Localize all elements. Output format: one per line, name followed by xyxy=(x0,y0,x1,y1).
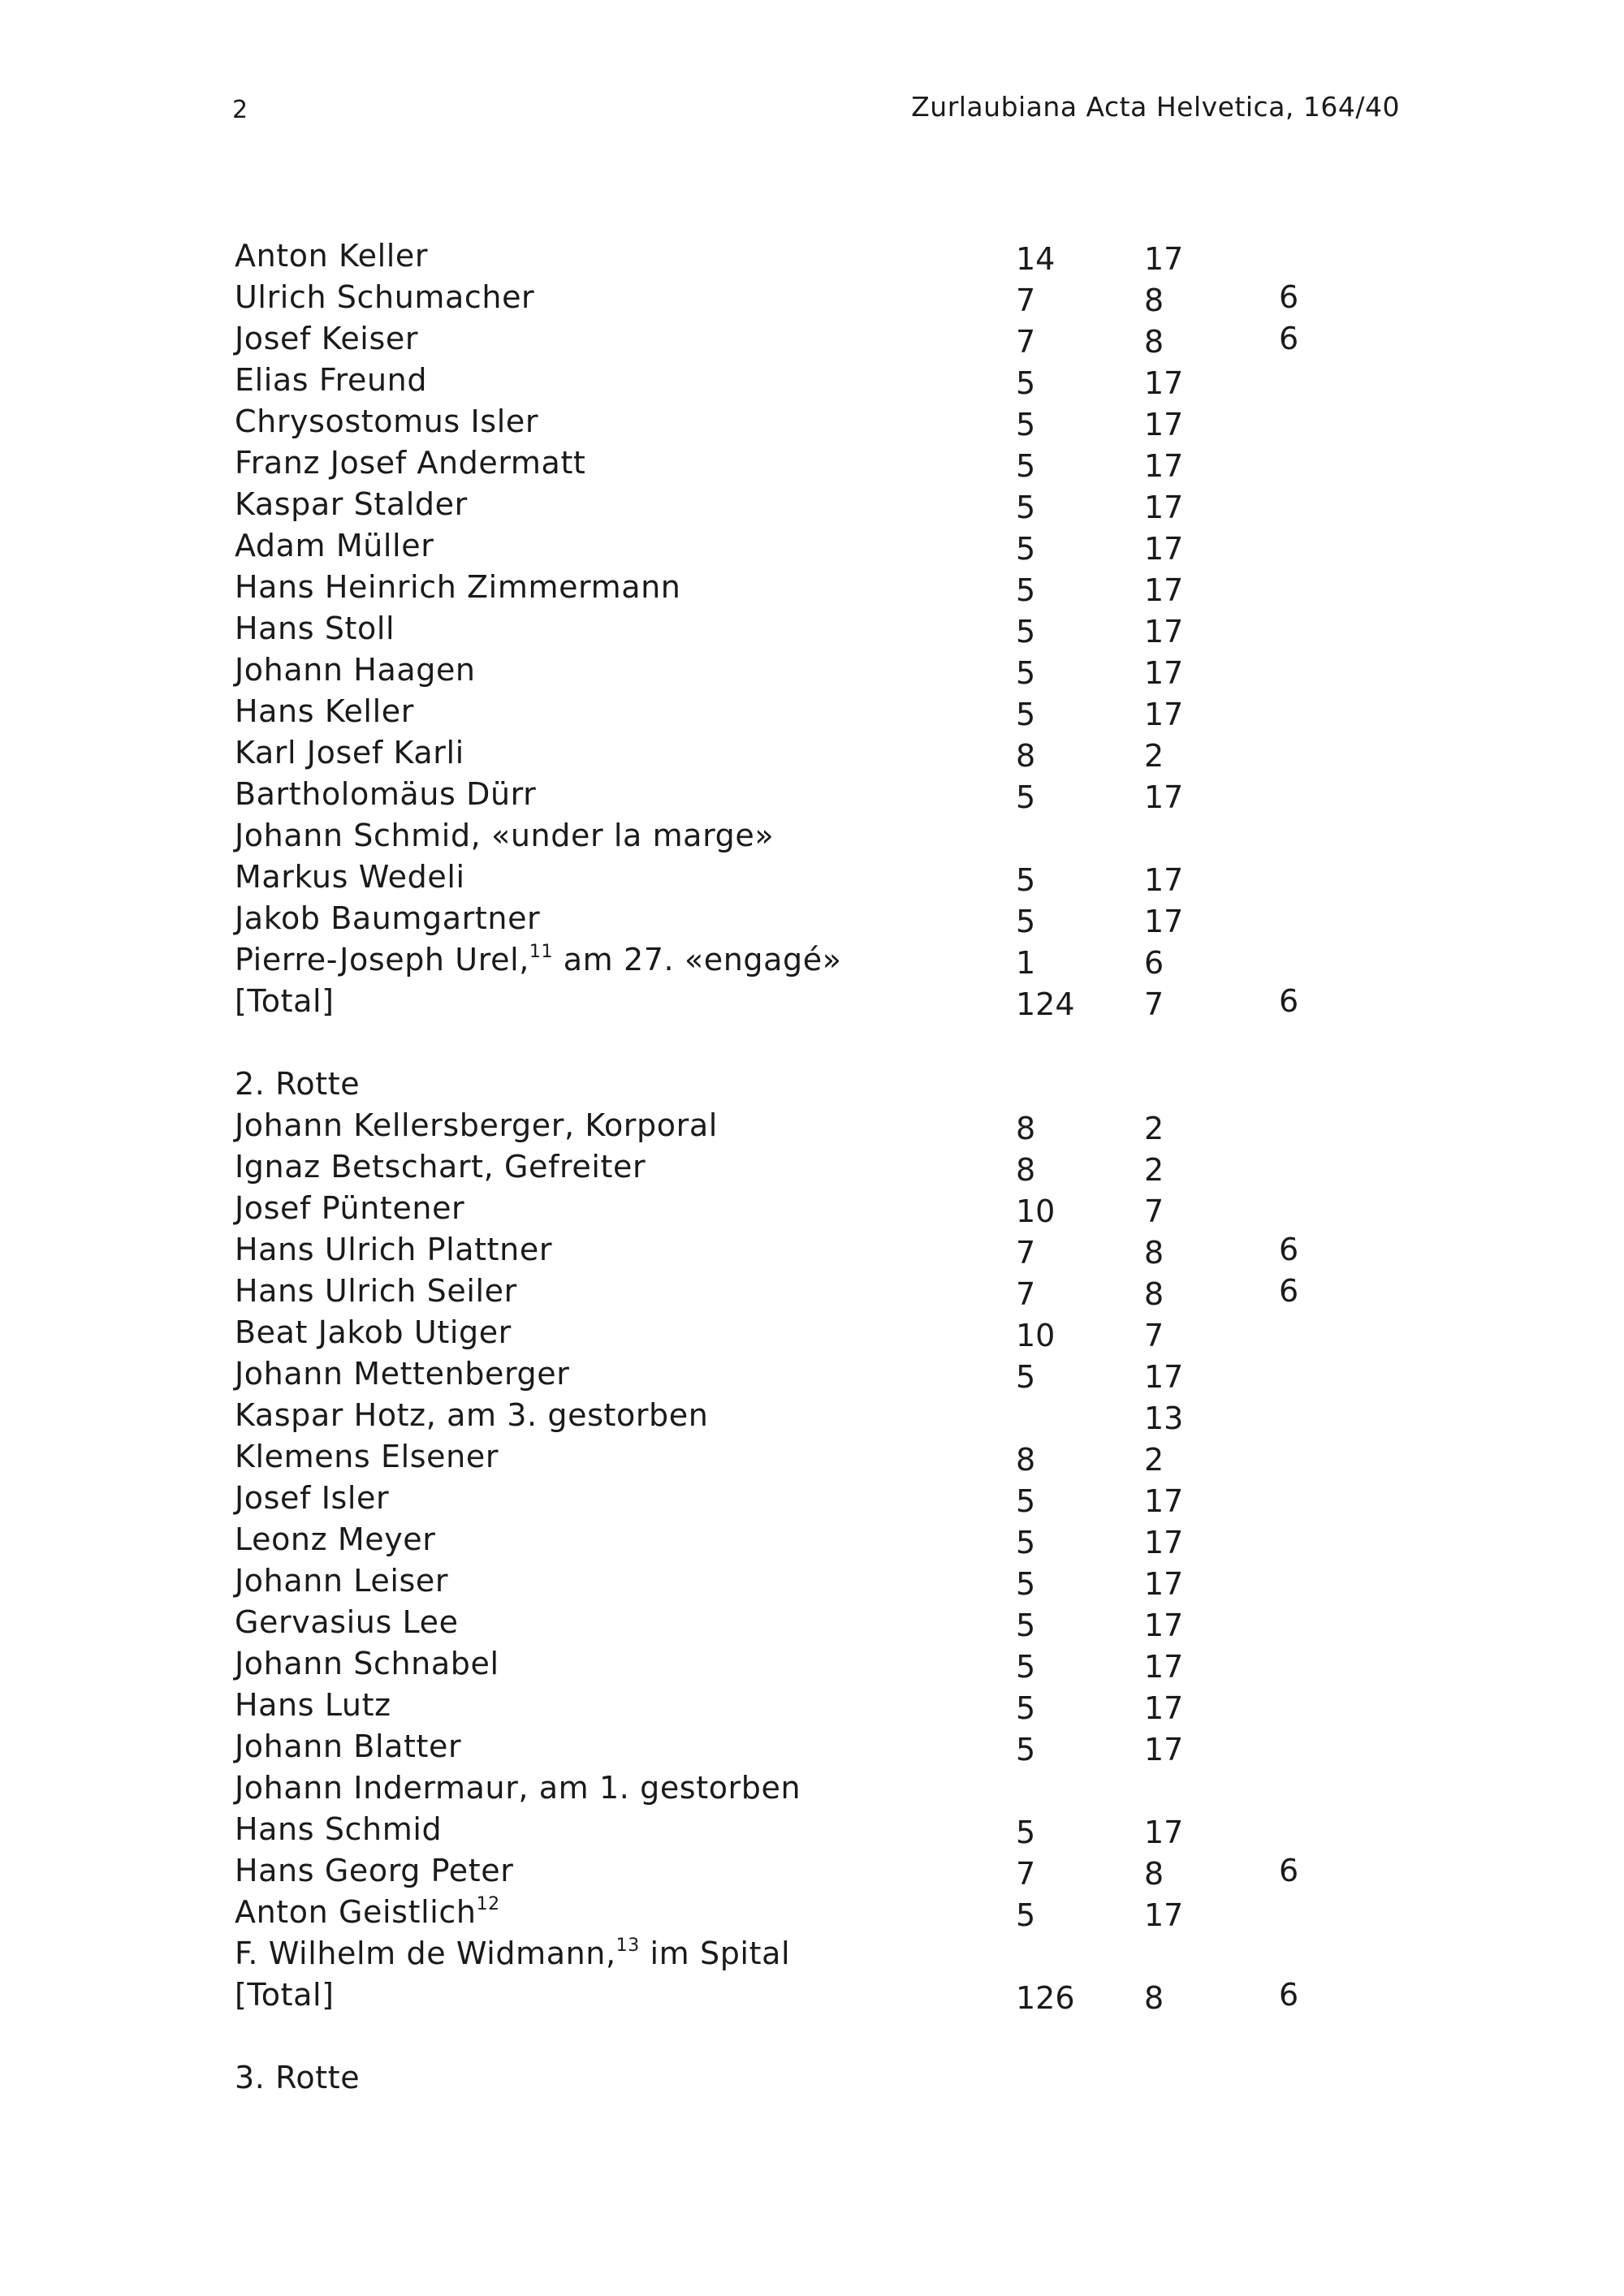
footnote-ref: 13 xyxy=(615,1936,640,1956)
person-name xyxy=(235,815,774,857)
value-c2: 17 xyxy=(1144,1525,1184,1560)
table-row xyxy=(235,277,1404,318)
value-c3: 6 xyxy=(1279,1273,1299,1309)
person-name xyxy=(235,1850,514,1892)
table-row xyxy=(235,1726,1404,1767)
value-c3: 6 xyxy=(1279,321,1299,356)
table-row xyxy=(235,939,1404,981)
value-c1: 5 xyxy=(1016,904,1036,939)
value-c1: 1 xyxy=(1016,945,1036,981)
table-row xyxy=(235,1064,1404,1105)
person-name xyxy=(235,1602,459,1643)
value-c1: 126 xyxy=(1016,1980,1075,2016)
name-text: Josef Isler xyxy=(235,1480,390,1516)
value-c1: 5 xyxy=(1016,1566,1036,1602)
name-text: 3. Rotte xyxy=(235,2060,361,2095)
value-c2: 17 xyxy=(1144,1732,1184,1767)
name-text: Johann Schmid, «under la marge» xyxy=(235,818,775,853)
spacer-row xyxy=(235,1022,1404,1064)
value-c2: 13 xyxy=(1144,1400,1184,1436)
table-row xyxy=(235,1395,1404,1436)
value-c1: 8 xyxy=(1016,1442,1036,1478)
person-name xyxy=(235,525,434,567)
value-c2: 7 xyxy=(1144,1193,1164,1229)
value-c2: 17 xyxy=(1144,862,1184,898)
name-text: Kaspar Hotz, am 3. gestorben xyxy=(235,1397,709,1433)
person-name xyxy=(235,567,680,608)
table-row xyxy=(235,650,1404,691)
value-c2: 17 xyxy=(1144,1608,1184,1643)
name-text: Karl Josef Karli xyxy=(235,735,464,770)
person-name xyxy=(235,1643,499,1685)
person-name xyxy=(235,1105,718,1146)
name-text: Jakob Baumgartner xyxy=(235,900,541,936)
name-text: Hans Stoll xyxy=(235,611,395,646)
person-name xyxy=(235,1312,512,1353)
value-c2: 17 xyxy=(1144,1649,1184,1685)
value-c2: 2 xyxy=(1144,1442,1164,1478)
value-c2: 17 xyxy=(1144,1690,1184,1726)
person-name xyxy=(235,1933,790,1974)
person-name xyxy=(235,1519,436,1560)
value-c2: 17 xyxy=(1144,614,1184,650)
value-c2: 8 xyxy=(1144,1980,1164,2016)
person-name xyxy=(235,939,842,981)
name-text: Anton Geistlich xyxy=(235,1894,477,1930)
name-text: [Total] xyxy=(235,983,335,1019)
value-c1: 5 xyxy=(1016,572,1036,608)
value-c1: 8 xyxy=(1016,1152,1036,1188)
value-c1: 5 xyxy=(1016,697,1036,732)
person-name xyxy=(235,1146,646,1188)
name-text: Adam Müller xyxy=(235,528,434,563)
name-text: Josef Keiser xyxy=(235,321,419,356)
table-row xyxy=(235,2057,1404,2099)
table-row xyxy=(235,1767,1404,1809)
name-text: Elias Freund xyxy=(235,362,428,398)
person-name xyxy=(235,650,476,691)
value-c1: 5 xyxy=(1016,779,1036,815)
person-name xyxy=(235,1809,442,1850)
value-c1: 5 xyxy=(1016,655,1036,691)
value-c1: 7 xyxy=(1016,1856,1036,1892)
person-name xyxy=(235,981,335,1022)
name-text: Markus Wedeli xyxy=(235,859,465,895)
value-c1: 7 xyxy=(1016,283,1036,318)
table-row xyxy=(235,1560,1404,1602)
spacer-row xyxy=(235,2016,1404,2057)
table-row xyxy=(235,401,1404,442)
person-name xyxy=(235,1685,391,1726)
value-c2: 17 xyxy=(1144,779,1184,815)
value-c1: 8 xyxy=(1016,1111,1036,1146)
name-text: Johann Indermaur, am 1. gestorben xyxy=(235,1770,801,1806)
value-c1: 5 xyxy=(1016,490,1036,525)
footnote-ref: 12 xyxy=(476,1894,500,1914)
value-c1: 5 xyxy=(1016,1649,1036,1685)
name-text: Ignaz Betschart, Gefreiter xyxy=(235,1149,646,1185)
person-name xyxy=(235,2057,360,2099)
value-c2: 8 xyxy=(1144,1235,1164,1271)
value-c3: 6 xyxy=(1279,1853,1299,1888)
person-name xyxy=(235,1064,360,1105)
value-c3: 6 xyxy=(1279,1232,1299,1267)
name-text: Josef Püntener xyxy=(235,1190,465,1226)
value-c2: 17 xyxy=(1144,241,1184,277)
table-row xyxy=(235,691,1404,732)
name-text: Bartholomäus Dürr xyxy=(235,776,537,812)
person-name xyxy=(235,277,534,318)
name-text: 2. Rotte xyxy=(235,1066,361,1102)
value-c2: 7 xyxy=(1144,986,1164,1022)
name-text: F. Wilhelm de Widmann, xyxy=(235,1936,616,1971)
table-row xyxy=(235,1271,1404,1312)
person-name xyxy=(235,318,418,360)
value-c1: 124 xyxy=(1016,986,1075,1022)
table-row xyxy=(235,1892,1404,1933)
table-row xyxy=(235,815,1404,857)
name-text: Hans Keller xyxy=(235,693,414,729)
value-c2: 17 xyxy=(1144,1483,1184,1519)
person-name xyxy=(235,857,465,898)
value-c2: 8 xyxy=(1144,1856,1164,1892)
person-name xyxy=(235,1726,461,1767)
value-c2: 17 xyxy=(1144,904,1184,939)
value-c2: 8 xyxy=(1144,324,1164,360)
person-name xyxy=(235,401,538,442)
table-row xyxy=(235,1685,1404,1726)
table-row xyxy=(235,525,1404,567)
value-c1: 5 xyxy=(1016,407,1036,442)
table-row xyxy=(235,1519,1404,1560)
value-c1: 5 xyxy=(1016,862,1036,898)
name-text: Hans Schmid xyxy=(235,1811,443,1847)
value-c1: 5 xyxy=(1016,448,1036,484)
value-c1: 10 xyxy=(1016,1193,1056,1229)
person-name xyxy=(235,1188,464,1229)
table-row xyxy=(235,484,1404,525)
value-c1: 5 xyxy=(1016,614,1036,650)
person-name xyxy=(235,1974,335,2016)
person-name xyxy=(235,1436,499,1478)
person-name xyxy=(235,360,427,401)
person-name xyxy=(235,774,536,815)
value-c2: 17 xyxy=(1144,572,1184,608)
value-c2: 17 xyxy=(1144,365,1184,401)
name-text: Leonz Meyer xyxy=(235,1521,436,1557)
value-c1: 5 xyxy=(1016,531,1036,567)
page-number: 2 xyxy=(232,96,248,124)
table-row xyxy=(235,1436,1404,1478)
value-c2: 8 xyxy=(1144,1276,1164,1312)
value-c1: 5 xyxy=(1016,365,1036,401)
value-c3: 6 xyxy=(1279,983,1299,1019)
value-c2: 6 xyxy=(1144,945,1164,981)
person-name xyxy=(235,1478,389,1519)
name-text: Franz Josef Andermatt xyxy=(235,445,586,481)
footnote-ref: 11 xyxy=(529,942,554,962)
table-row xyxy=(235,1643,1404,1685)
name-text: Gervasius Lee xyxy=(235,1604,459,1640)
name-text: [Total] xyxy=(235,1977,335,2013)
value-c1: 5 xyxy=(1016,1732,1036,1767)
name-text-after: im Spital xyxy=(639,1936,791,1971)
value-c1: 5 xyxy=(1016,1690,1036,1726)
table-row xyxy=(235,360,1404,401)
value-c2: 17 xyxy=(1144,655,1184,691)
table-row xyxy=(235,1974,1404,2016)
table-row xyxy=(235,981,1404,1022)
table-row xyxy=(235,857,1404,898)
name-text-after: am 27. «engagé» xyxy=(553,942,842,978)
table-row xyxy=(235,774,1404,815)
value-c2: 17 xyxy=(1144,697,1184,732)
value-c1: 5 xyxy=(1016,1525,1036,1560)
value-c3: 6 xyxy=(1279,1977,1299,2013)
person-name xyxy=(235,1395,708,1436)
name-text: Johann Schnabel xyxy=(235,1646,499,1681)
value-c2: 17 xyxy=(1144,531,1184,567)
value-c1: 8 xyxy=(1016,738,1036,774)
value-c2: 17 xyxy=(1144,1815,1184,1850)
name-text: Anton Keller xyxy=(235,238,429,274)
value-c2: 2 xyxy=(1144,1111,1164,1146)
name-text: Beat Jakob Utiger xyxy=(235,1314,512,1350)
value-c2: 7 xyxy=(1144,1318,1164,1353)
person-name xyxy=(235,1229,552,1271)
table-row xyxy=(235,1146,1404,1188)
name-text: Pierre-Joseph Urel, xyxy=(235,942,529,978)
value-c1: 7 xyxy=(1016,324,1036,360)
person-name xyxy=(235,1560,448,1602)
roster-table xyxy=(235,235,1404,2099)
value-c2: 2 xyxy=(1144,738,1164,774)
name-text: Hans Heinrich Zimmermann xyxy=(235,569,681,605)
table-row xyxy=(235,1478,1404,1519)
table-row xyxy=(235,1105,1404,1146)
value-c3: 6 xyxy=(1279,279,1299,315)
person-name xyxy=(235,608,395,650)
name-text: Hans Ulrich Plattner xyxy=(235,1232,553,1267)
table-row xyxy=(235,1312,1404,1353)
table-row xyxy=(235,608,1404,650)
name-text: Klemens Elsener xyxy=(235,1439,499,1474)
name-text: Hans Ulrich Seiler xyxy=(235,1273,517,1309)
value-c1: 5 xyxy=(1016,1608,1036,1643)
name-text: Johann Leiser xyxy=(235,1563,449,1599)
value-c1: 5 xyxy=(1016,1815,1036,1850)
table-row xyxy=(235,898,1404,939)
table-row xyxy=(235,1188,1404,1229)
table-row xyxy=(235,235,1404,277)
value-c2: 2 xyxy=(1144,1152,1164,1188)
value-c1: 7 xyxy=(1016,1276,1036,1312)
table-row xyxy=(235,318,1404,360)
table-row xyxy=(235,732,1404,774)
name-text: Chrysostomus Isler xyxy=(235,404,539,439)
value-c1: 10 xyxy=(1016,1318,1056,1353)
table-row xyxy=(235,1850,1404,1892)
table-row xyxy=(235,1353,1404,1395)
name-text: Johann Blatter xyxy=(235,1728,462,1764)
table-row xyxy=(235,567,1404,608)
person-name xyxy=(235,1353,569,1395)
value-c1: 5 xyxy=(1016,1359,1036,1395)
person-name xyxy=(235,1892,500,1933)
name-text: Johann Haagen xyxy=(235,652,476,688)
value-c2: 17 xyxy=(1144,1566,1184,1602)
value-c1: 5 xyxy=(1016,1897,1036,1933)
person-name xyxy=(235,1767,801,1809)
value-c2: 8 xyxy=(1144,283,1164,318)
name-text: Hans Georg Peter xyxy=(235,1853,514,1888)
name-text: Ulrich Schumacher xyxy=(235,279,535,315)
person-name xyxy=(235,484,468,525)
table-row xyxy=(235,1602,1404,1643)
value-c1: 14 xyxy=(1016,241,1056,277)
name-text: Johann Kellersberger, Korporal xyxy=(235,1107,718,1143)
table-row xyxy=(235,1229,1404,1271)
table-row xyxy=(235,442,1404,484)
name-text: Hans Lutz xyxy=(235,1687,391,1723)
person-name xyxy=(235,898,540,939)
value-c2: 17 xyxy=(1144,490,1184,525)
name-text: Johann Mettenberger xyxy=(235,1356,570,1392)
name-text: Kaspar Stalder xyxy=(235,486,468,522)
person-name xyxy=(235,235,428,277)
table-row xyxy=(235,1933,1404,1974)
value-c2: 17 xyxy=(1144,407,1184,442)
person-name xyxy=(235,691,414,732)
value-c1: 7 xyxy=(1016,1235,1036,1271)
value-c2: 17 xyxy=(1144,1897,1184,1933)
value-c2: 17 xyxy=(1144,1359,1184,1395)
table-row xyxy=(235,1809,1404,1850)
person-name xyxy=(235,442,585,484)
value-c2: 17 xyxy=(1144,448,1184,484)
person-name xyxy=(235,1271,517,1312)
running-head: Zurlaubiana Acta Helvetica, 164/40 xyxy=(911,91,1400,123)
person-name xyxy=(235,732,464,774)
value-c1: 5 xyxy=(1016,1483,1036,1519)
